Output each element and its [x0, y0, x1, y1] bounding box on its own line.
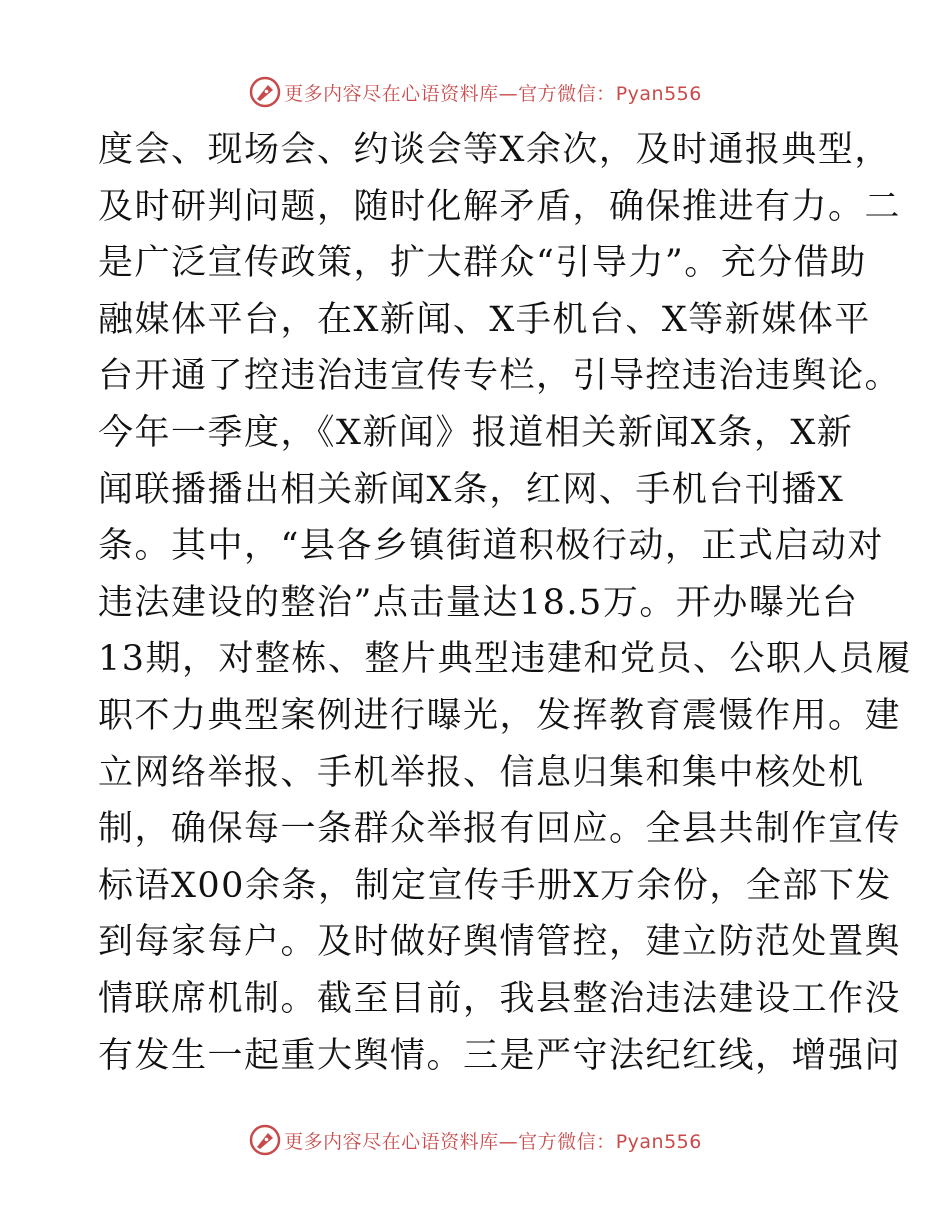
text-line: 台开通了控违治违宣传专栏，引导控违治违舆论。: [98, 356, 902, 397]
text-line: 闻联播播出相关新闻X条，红网、手机台刊播X: [98, 469, 845, 510]
footer-brand: Pyan556: [615, 1130, 702, 1153]
document-body: [98, 122, 913, 1084]
text-line: 违法建设的整治”点击量达18.5万。开办曝光台: [98, 582, 859, 623]
footer-slogan: 更多内容尽在心语资料库: [284, 1130, 499, 1153]
text-line: 13期，对整栋、整片典型违建和党员、公职人员履: [98, 639, 913, 680]
text-line: 度会、现场会、约谈会等X余次，及时通报典型，: [98, 130, 891, 170]
text-line: 今年一季度，《X新闻》报道相关新闻X条，X新: [98, 412, 854, 453]
footer-contact-label: 官方微信：: [518, 1130, 616, 1153]
header-slogan: 更多内容尽在心语资料库: [284, 82, 499, 105]
footer-separator: —: [498, 1130, 519, 1153]
text-line: 是广泛宣传政策，扩大群众“引导力”。充分借助: [98, 243, 867, 284]
text-line: 立网络举报、手机举报、信息归集和集中核处机: [98, 752, 865, 793]
text-line: 标语X00余条，制定宣传手册X万余份，全部下发: [98, 865, 892, 906]
pen-nib-icon: [248, 75, 282, 109]
text-line: 到每家每户。及时做好舆情管控，建立防范处置舆: [98, 922, 902, 963]
text-line: 职不力典型案例进行曝光，发挥教育震慑作用。建: [98, 695, 902, 736]
header-brand: Pyan556: [615, 82, 702, 105]
header-contact-label: 官方微信：: [518, 82, 616, 105]
text-line: 有发生一起重大舆情。三是严守法纪红线，增强问: [98, 1035, 902, 1076]
footer-text: [284, 1127, 702, 1154]
text-line: 及时研判问题，随时化解矛盾，确保推进有力。二: [98, 186, 902, 227]
text-line: 情联席机制。截至目前，我县整治违法建设工作没: [98, 978, 902, 1019]
text-line: 条。其中，“县各乡镇街道积极行动，正式启动对: [98, 526, 884, 567]
header-separator: —: [498, 82, 519, 105]
text-line: 制，确保每一条群众举报有回应。全县共制作宣传: [98, 809, 902, 850]
text-line: 融媒体平台，在X新闻、X手机台、X等新媒体平: [98, 299, 871, 340]
pen-nib-icon: [248, 1123, 282, 1157]
footer-banner: [0, 1120, 950, 1160]
header-text: [284, 79, 702, 106]
header-banner: [0, 72, 950, 112]
